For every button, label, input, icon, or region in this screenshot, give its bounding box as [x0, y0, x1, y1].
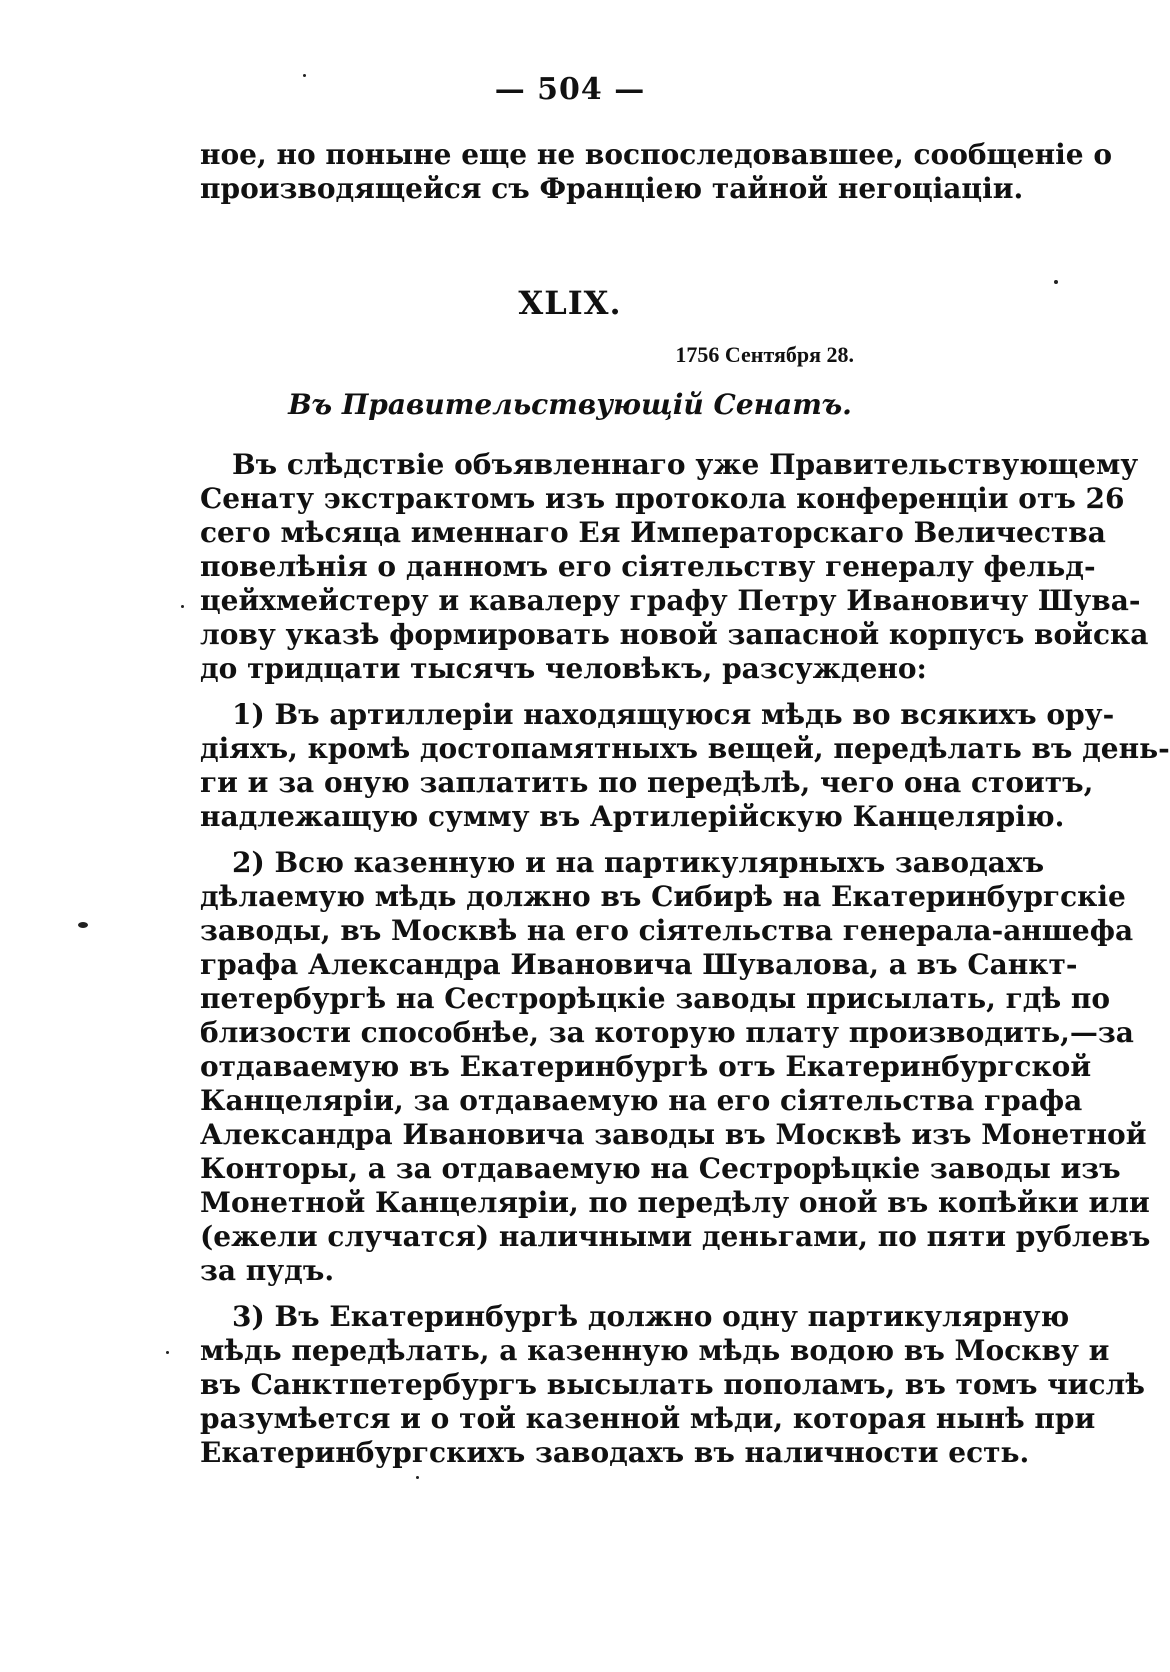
text-line: графа Александра Ивановича Шувалова, а въ Санкт-	[200, 948, 1078, 981]
text-line: въ Санктпетербургъ высылать пополамъ, въ томъ числѣ	[200, 1368, 1145, 1401]
carryover-text	[200, 138, 1113, 206]
text-line: ги и за оную заплатить по передѣлѣ, чего она стоитъ,	[200, 766, 1094, 799]
text-line: отдаваемую въ Екатеринбургѣ отъ Екатеринбургской	[200, 1050, 1092, 1083]
page-number: — 504 —	[494, 72, 646, 107]
text-line: дѣлаемую мѣдь должно въ Сибирѣ на Екатеринбургскіе	[200, 880, 1126, 913]
text-line: Монетной Канцеляріи, по передѣлу оной въ копѣйки или	[200, 1186, 1150, 1219]
scan-speck	[181, 605, 184, 608]
paragraph-item-1	[200, 698, 1170, 834]
text-line: цейхмейстеру и кавалеру графу Петру Ивановичу Шува-	[200, 584, 1141, 617]
paragraph-gap	[200, 686, 988, 698]
document-body	[200, 448, 1170, 1470]
text-line: заводы, въ Москвѣ на его сіятельства генерала-аншефа	[200, 914, 1134, 947]
text-line: Сенату экстрактомъ изъ протокола конференціи отъ 26	[200, 482, 1125, 515]
document-addressee: Въ Правительствующій Сенатъ.	[288, 388, 852, 421]
text-line: производящейся съ Франціею тайной негоціаціи.	[200, 172, 1024, 205]
scan-speck	[166, 1351, 169, 1354]
paragraph-gap	[200, 834, 988, 846]
paragraph-intro	[200, 448, 1149, 686]
text-line: Въ слѣдствіе объявленнаго уже Правительствующему	[232, 448, 1139, 481]
scan-speck	[416, 1476, 419, 1479]
document-number: XLIX.	[518, 284, 622, 322]
text-line: Конторы, а за отдаваемую на Сестрорѣцкіе заводы изъ	[200, 1152, 1121, 1185]
text-line: сего мѣсяца именнаго Ея Императорскаго Величества	[200, 516, 1106, 549]
document-date: 1756 Сентября 28.	[675, 342, 854, 367]
text-line: за пудъ.	[200, 1254, 335, 1287]
paragraph-item-3	[200, 1300, 1145, 1470]
text-line: мѣдь передѣлать, а казенную мѣдь водою въ Москву и	[200, 1334, 1110, 1367]
text-line: разумѣется и о той казенной мѣди, которая нынѣ при	[200, 1402, 1096, 1435]
text-line: до тридцати тысячъ человѣкъ, разсуждено:	[200, 652, 927, 685]
text-line: петербургѣ на Сестрорѣцкіе заводы присылать, гдѣ по	[200, 982, 1111, 1015]
text-line: надлежащую сумму въ Артилерійскую Канцелярію.	[200, 800, 1065, 833]
text-line: 2) Всю казенную и на партикулярныхъ заводахъ	[232, 846, 1045, 879]
scan-speck	[1054, 280, 1058, 284]
text-line: Канцеляріи, за отдаваемую на его сіятельства графа	[200, 1084, 1083, 1117]
text-line: ное, но поныне еще не воспоследовавшее, сообщеніе о	[200, 138, 1113, 171]
paragraph-item-2	[200, 846, 1151, 1288]
text-line: (ежели случатся) наличными деньгами, по пяти рублевъ	[200, 1220, 1151, 1253]
text-line: Екатеринбургскихъ заводахъ въ наличности есть.	[200, 1436, 1030, 1469]
text-line: повелѣнія о данномъ его сіятельству генералу фельд-	[200, 550, 1096, 583]
text-line: лову указѣ формировать новой запасной корпусъ войска	[200, 618, 1149, 651]
paragraph-gap	[200, 1288, 988, 1300]
text-line: Александра Ивановича заводы въ Москвѣ изъ Монетной	[200, 1118, 1147, 1151]
text-line: діяхъ, кромѣ достопамятныхъ вещей, передѣлать въ день-	[200, 732, 1170, 765]
text-line: 3) Въ Екатеринбургѣ должно одну партикулярную	[232, 1300, 1070, 1333]
scan-speck	[78, 922, 88, 928]
text-line: 1) Въ артиллеріи находящуюся мѣдь во всякихъ ору-	[232, 698, 1115, 731]
scan-speck	[303, 74, 306, 77]
text-line: близости способнѣе, за которую плату производить,—за	[200, 1016, 1134, 1049]
